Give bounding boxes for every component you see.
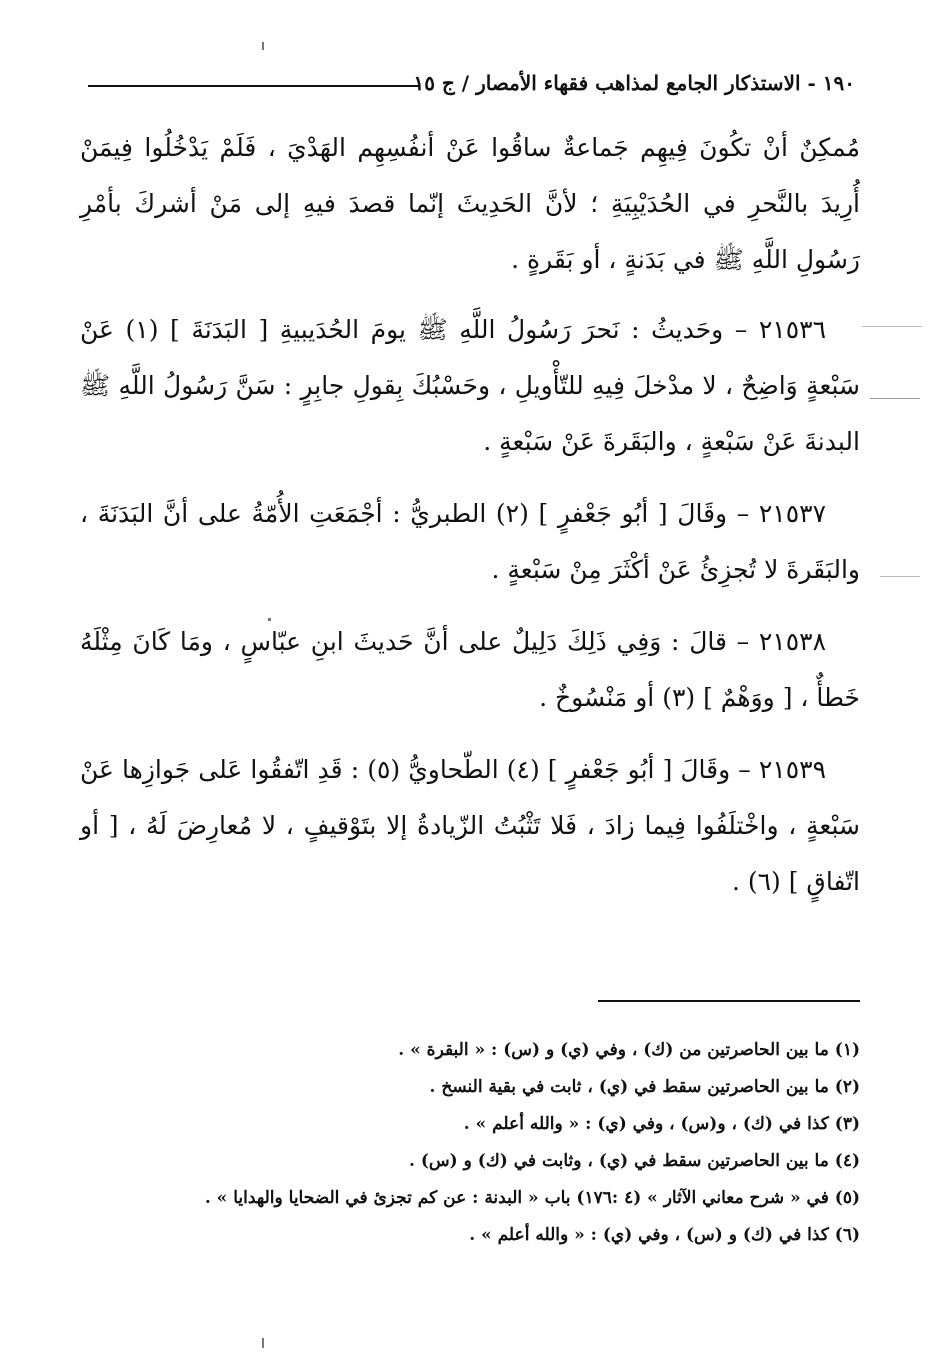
- main-text: [80, 120, 860, 926]
- paragraph: ٢١٥٣٨ – قالَ : وَفِي ذَلِكَ دَلِيلٌ على أنَّ حَديثَ ابنِ عبّاسٍ ، ومَا كَانَ مِثْلَهُ خَطأٌ ، [ ووَهْمٌ ] (٣) أو مَنْسُوخٌ .: [80, 627, 860, 712]
- footnote: (٣) كذا في (ك) ، و(س) ، وفي (ي) : « والله أعلم » .: [463, 1114, 860, 1134]
- footnote: (١) ما بين الحاصرتين من (ك) ، وفي (ي) و (س) : « البقرة » .: [398, 1040, 860, 1060]
- scan-mark: [268, 618, 271, 621]
- paragraph: ٢١٥٣٦ – وحَديثُ : نَحرَ رَسُولُ اللَّهِ ﷺ يومَ الحُدَيبيةِ [ البَدَنَةَ ] (١) عَنْ سَبْعةٍ وَاضِحٌ ، لا مدْخلَ فِيهِ للتّأْويلِ ، وحَسْبُكَ بِقولِ جابِرٍ : سَنَّ رَسُولُ اللَّهِ ﷺ البدنةَ عَنْ سَبْعةٍ ، والبَقَرةَ عَنْ سَبْعةٍ .: [80, 315, 860, 456]
- footnote-rule: [598, 1000, 860, 1002]
- paragraph: مُمكِنٌ أنْ تكُونَ فِيهِم جَماعةٌ ساقُوا عَنْ أنفُسِهِم الهَدْيَ ، فَلَمْ يَدْخُلُوا فِيمَنْ أُرِيدَ بالنَّحرِ في الحُدَيْبِيَةِ ؛ لأنَّ الحَدِيثَ إنّما قصدَ فيهِ إلى مَنْ أشركَ بأمْرِ رَسُولِ اللَّهِ ﷺ في بَدَنةٍ ، أو بَقَرةٍ .: [80, 133, 860, 274]
- scan-mark: [870, 398, 920, 399]
- paragraph: ٢١٥٣٩ – وقَالَ [ أبُو جَعْفرٍ ] (٤) الطّحاويُّ (٥) : قَدِ اتّفقُوا عَلى جَوازِها عَنْ سَبْعةٍ ، واخْتلَفُوا فِيما زادَ ، فَلا تَثْبُتُ الزّيادةُ إلا بتَوْقيفٍ ، لا مُعارِضَ لَهُ ، [ أو اتّفاقٍ ] (٦) .: [80, 755, 860, 896]
- header-rule: [88, 85, 420, 87]
- running-header: ١٩٠ - الاستذكار الجامع لمذاهب فقهاء الأمصار / ج ١٥: [413, 71, 855, 95]
- footnotes: [100, 1032, 860, 1254]
- footnote: (٢) ما بين الحاصرتين سقط في (ي) ، ثابت في بقية النسخ .: [429, 1077, 860, 1097]
- scan-mark: [262, 42, 264, 50]
- footnote: (٤) ما بين الحاصرتين سقط في (ي) ، وثابت في (ك) و (س) .: [409, 1151, 860, 1171]
- scan-mark: [262, 1338, 264, 1348]
- paragraph: ٢١٥٣٧ – وقَالَ [ أبُو جَعْفرٍ ] (٢) الطبريُّ : أجْمَعَتِ الأُمّةُ على أنَّ البَدَنَةَ ، والبَقَرةَ لا تُجزِئُ عَنْ أكْثَرَ مِنْ سَبْعةٍ .: [80, 499, 860, 584]
- footnote: (٥) في « شرح معاني الآثار » (٤ :١٧٦) باب « البدنة : عن كم تجزئ في الضحايا والهدايا » .: [204, 1188, 860, 1208]
- scan-mark: [880, 576, 920, 577]
- scan-mark: [862, 326, 922, 327]
- footnote: (٦) كذا في (ك) و (س) ، وفي (ي) : « والله أعلم » .: [469, 1225, 860, 1245]
